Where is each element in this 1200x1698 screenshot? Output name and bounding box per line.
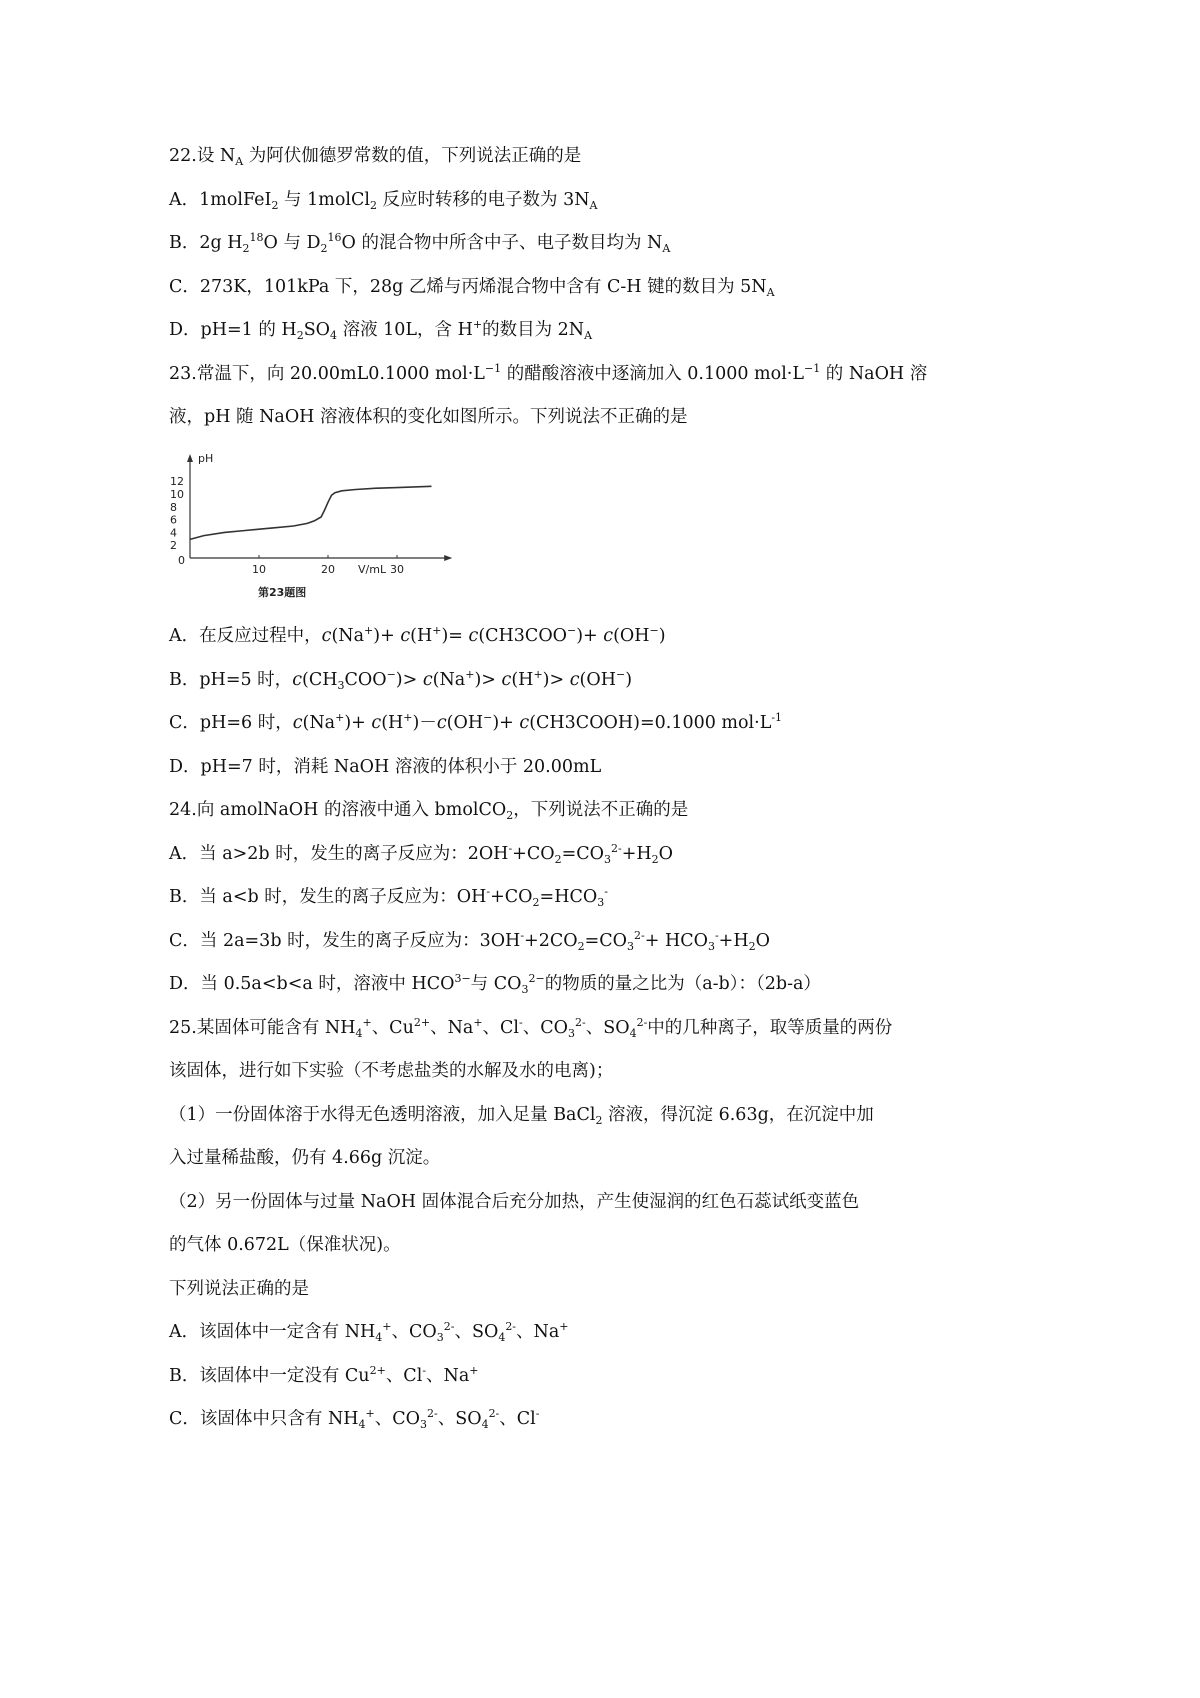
y-axis-label: pH xyxy=(198,452,214,465)
ph-titration-chart xyxy=(160,446,404,604)
q25-prompt: 下列说法正确的是 xyxy=(169,1279,309,1299)
q25-stem-line2: 该固体，进行如下实验（不考虑盐类的水解及水的电离)； xyxy=(169,1061,614,1081)
q22-option-b: B．2g $H_2^{18}O$ 与 $D_2^{16}O$ 的混合物中所含中子、电子数目均为 $N_A$ xyxy=(169,231,671,255)
x-axis-label: V/mL xyxy=(358,563,387,576)
x-axis-arrow xyxy=(444,555,452,561)
q25-stem-line1: 25.某固体可能含有 $NH_4^+$、$Cu^{2+}$、Na+、Cl-、$CO_3^{2-}$、$SO_4^{2-}$中的几种离子，取等质量的两份 xyxy=(169,1016,893,1040)
q24-stem: 24.向 amolNaOH 的溶液中通入 bmolCO$_2$，下列说法不正确的是 xyxy=(169,800,689,822)
q23-stem-line2: 液，pH 随 NaOH 溶液体积的变化如图所示。下列说法不正确的是 xyxy=(169,407,688,427)
q22-stem: 22.设 $N_A$ 为阿伏伽德罗常数的值，下列说法正确的是 xyxy=(169,146,582,168)
y-tick-label: 4 xyxy=(170,526,177,540)
q25-experiment-1-line1: （1）一份固体溶于水得无色透明溶液，加入足量 BaCl$_2$ 溶液，得沉淀 6.63g，在沉淀中加 xyxy=(169,1105,874,1127)
chart-caption: 第23题图 xyxy=(258,586,307,599)
q23-option-a: A．在反应过程中，c(Na+)+ c(H+)= c(CH3COO−)+ c(OH−) xyxy=(169,624,666,646)
y-tick-label: 12 xyxy=(170,475,184,489)
q24-option-b: B．当 a<b 时，发生的离子反应为：$OH^-+CO_2=HCO_3^-$ xyxy=(169,885,608,909)
x-tick-label: 10 xyxy=(252,563,266,576)
q23-option-b: B．pH=5 时，$c(CH_3COO^-)> c(Na^+)> c(H^+)> c(OH^-)$ xyxy=(169,668,633,692)
chart-axes xyxy=(187,454,452,561)
q25-option-b: B．该固体中一定没有 $Cu^{2+}$、Cl-、Na+ xyxy=(169,1364,479,1386)
y-tick-label: 6 xyxy=(170,513,177,527)
q23-stem-line1: 23.常温下，向 20.00mL0.1000 $mol\cdot L^{-1}$ 的醋酸溶液中逐滴加入 0.1000 $mol\cdot L^{-1}$ 的 NaOH 溶 xyxy=(169,362,928,384)
q25-option-c: C．该固体中只含有 $NH_4^+$、$CO_3^{2-}$、$SO_4^{2-}$、Cl- xyxy=(169,1407,540,1431)
q22-option-c: C．273K，101kPa 下，28g 乙烯与丙烯混合物中含有 C-H 键的数目为 $5N_A$ xyxy=(169,277,775,299)
q25-option-a: A．该固体中一定含有 $NH_4^+$、$CO_3^{2-}$、$SO_4^{2-}$、Na+ xyxy=(169,1320,569,1344)
y-tick-label: 8 xyxy=(170,500,177,514)
y-tick-label: 10 xyxy=(170,488,184,501)
q23-option-c: C．pH=6 时，c(Na+)+ c(H+)－c(OH−)+ c(CH3COOH)=0.1000 $mol\cdot L^{-1}$ xyxy=(169,711,783,733)
x-tick-label: 30 xyxy=(390,563,404,576)
q25-experiment-2-line1: （2）另一份固体与过量 NaOH 固体混合后充分加热，产生使湿润的红色石蕊试纸变蓝色 xyxy=(169,1192,860,1212)
y-tick-label: 2 xyxy=(170,539,177,553)
x-tick-label: 20 xyxy=(321,563,335,576)
origin-label: 0 xyxy=(178,554,185,567)
q25-experiment-2-line2: 的气体 0.672L（保准状况)。 xyxy=(169,1235,401,1255)
chart-ticks xyxy=(170,475,404,576)
y-axis-arrow xyxy=(187,454,193,462)
q24-option-c: C．当 2a=3b 时，发生的离子反应为：$3OH^-+2CO_2=CO_3^{2-}+ HCO_3^-+H_2O$ xyxy=(169,929,770,953)
q23-option-d: D．pH=7 时，消耗 NaOH 溶液的体积小于 20.00mL xyxy=(169,757,602,777)
ph-curve-series xyxy=(190,486,432,539)
q25-experiment-1-line2: 入过量稀盐酸，仍有 4.66g 沉淀。 xyxy=(169,1148,441,1168)
q24-option-d: D．当 0.5a<b<a 时，溶液中 $HCO^{3-}$与 $CO_3^{2-}$的物质的量之比为（a-b）：（2b-a） xyxy=(169,972,821,996)
q24-option-a: A．当 a>2b 时，发生的离子反应为：$2OH^-+CO_2=CO_3^{2-}+H_2O$ xyxy=(169,842,673,866)
q22-option-a: A．1molFeI$_2$ 与 1molCl$_2$ 反应时转移的电子数为 $3N_A$ xyxy=(169,190,598,212)
q22-option-d: D．pH=1 的 $H_2SO_4$ 溶液 10L，含 H+的数目为 $2N_A$ xyxy=(169,318,593,342)
